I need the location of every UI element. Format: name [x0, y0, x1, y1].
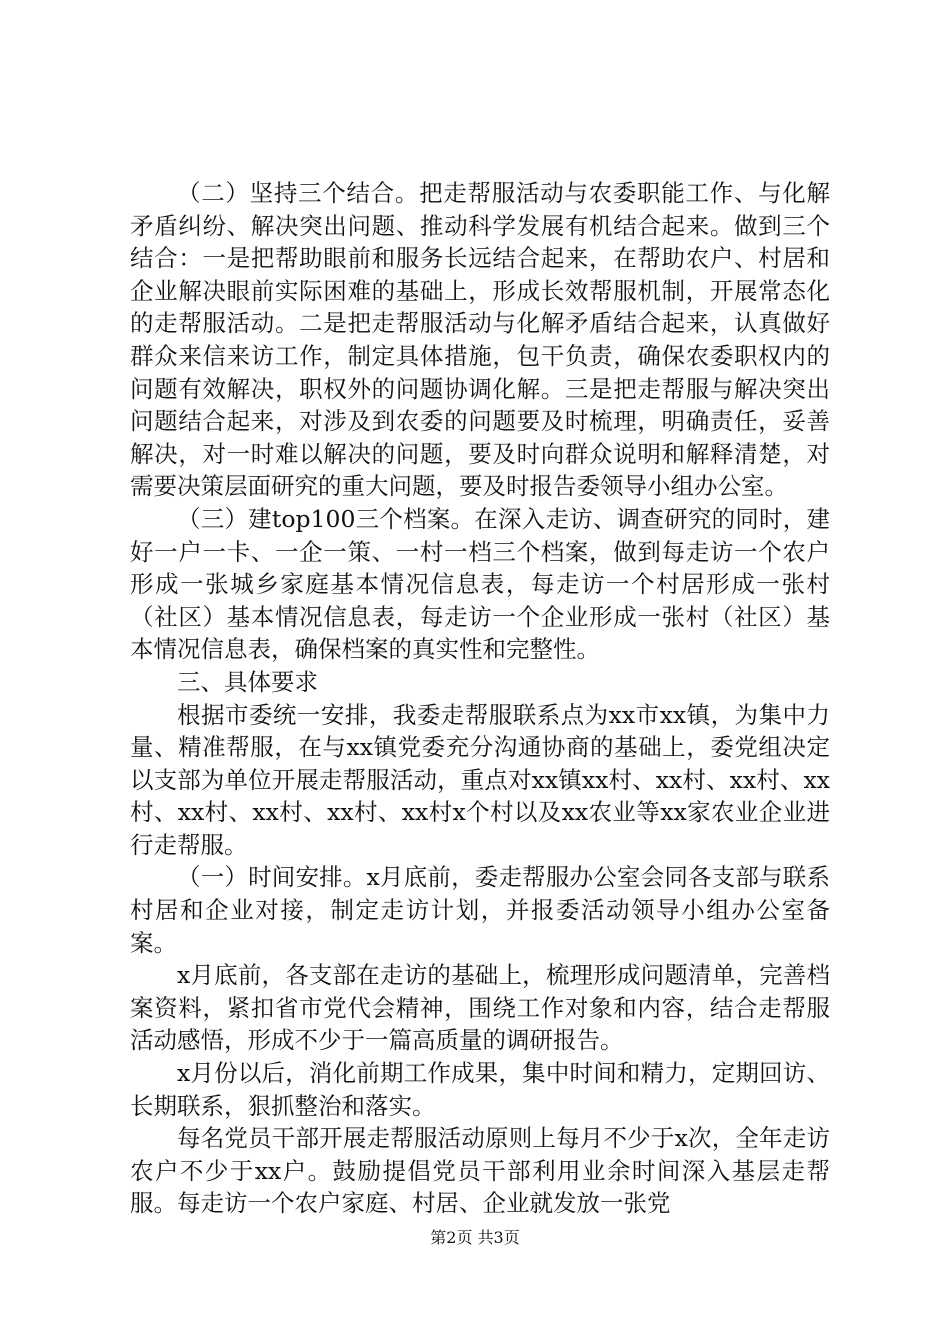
document-body [130, 177, 830, 1220]
paragraph-yuedi: x月底前，各支部在走访的基础上，梳理形成问题清单，完善档案资料，紧扣省市党代会精神，围绕工作对象和内容，结合走帮服活动感悟，形成不少于一篇高质量的调研报告。 [130, 961, 830, 1055]
page-footer: 第2页 共3页 [430, 1228, 520, 1247]
paragraph-jiehe: （二）坚持三个结合。把走帮服活动与农委职能工作、与化解矛盾纠纷、解决突出问题、推动科学发展有机结合起来。做到三个结合：一是把帮助眼前和服务长远结合起来，在帮助农户、村居和企业解决眼前实际困难的基础上，形成长效帮服机制，开展常态化的走帮服活动。二是把走帮服活动与化解矛盾结合起来，认真做好群众来信来访工作，制定具体措施，包干负责，确保农委职权内的问题有效解决，职权外的问题协调化解。三是把走帮服与解决突出问题结合起来，对涉及到农委的问题要及时梳理，明确责任，妥善解决，对一时难以解决的问题，要及时向群众说明和解释清楚，对需要决策层面研究的重大问题，要及时报告委领导小组办公室。 [130, 179, 830, 501]
paragraph-dangyuan: 每名党员干部开展走帮服活动原则上每月不少于x次，全年走访农户不少于xx户。鼓励提倡党员干部利用业余时间深入基层走帮服。每走访一个农户家庭、村居、企业就发放一张党 [130, 1124, 830, 1218]
section-heading-requirements: 三、具体要求 [177, 667, 318, 696]
paragraph-dangan: （三）建top100三个档案。在深入走访、调查研究的同时，建好一户一卡、一企一策、一村一档三个档案，做到每走访一个农户形成一张城乡家庭基本情况信息表，每走访一个村居形成一张村（社区）基本情况信息表，每走访一个企业形成一张村（社区）基本情况信息表，确保档案的真实性和完整性。 [130, 504, 830, 664]
paragraph-shijian: （一）时间安排。x月底前，委走帮服办公室会同各支部与联系村居和企业对接，制定走访计划，并报委活动领导小组办公室备案。 [130, 863, 830, 957]
paragraph-yuefen: x月份以后，消化前期工作成果，集中时间和精力，定期回访、长期联系，狠抓整治和落实。 [130, 1059, 830, 1120]
paragraph-anpai: 根据市委统一安排，我委走帮服联系点为xx市xx镇，为集中力量、精准帮服，在与xx镇党委充分沟通协商的基础上，委党组决定以支部为单位开展走帮服活动，重点对xx镇xx村、xx村、xx村、xx村、xx村、xx村、xx村、xx村x个村以及xx农业等xx家农业企业进行走帮服。 [130, 700, 830, 859]
